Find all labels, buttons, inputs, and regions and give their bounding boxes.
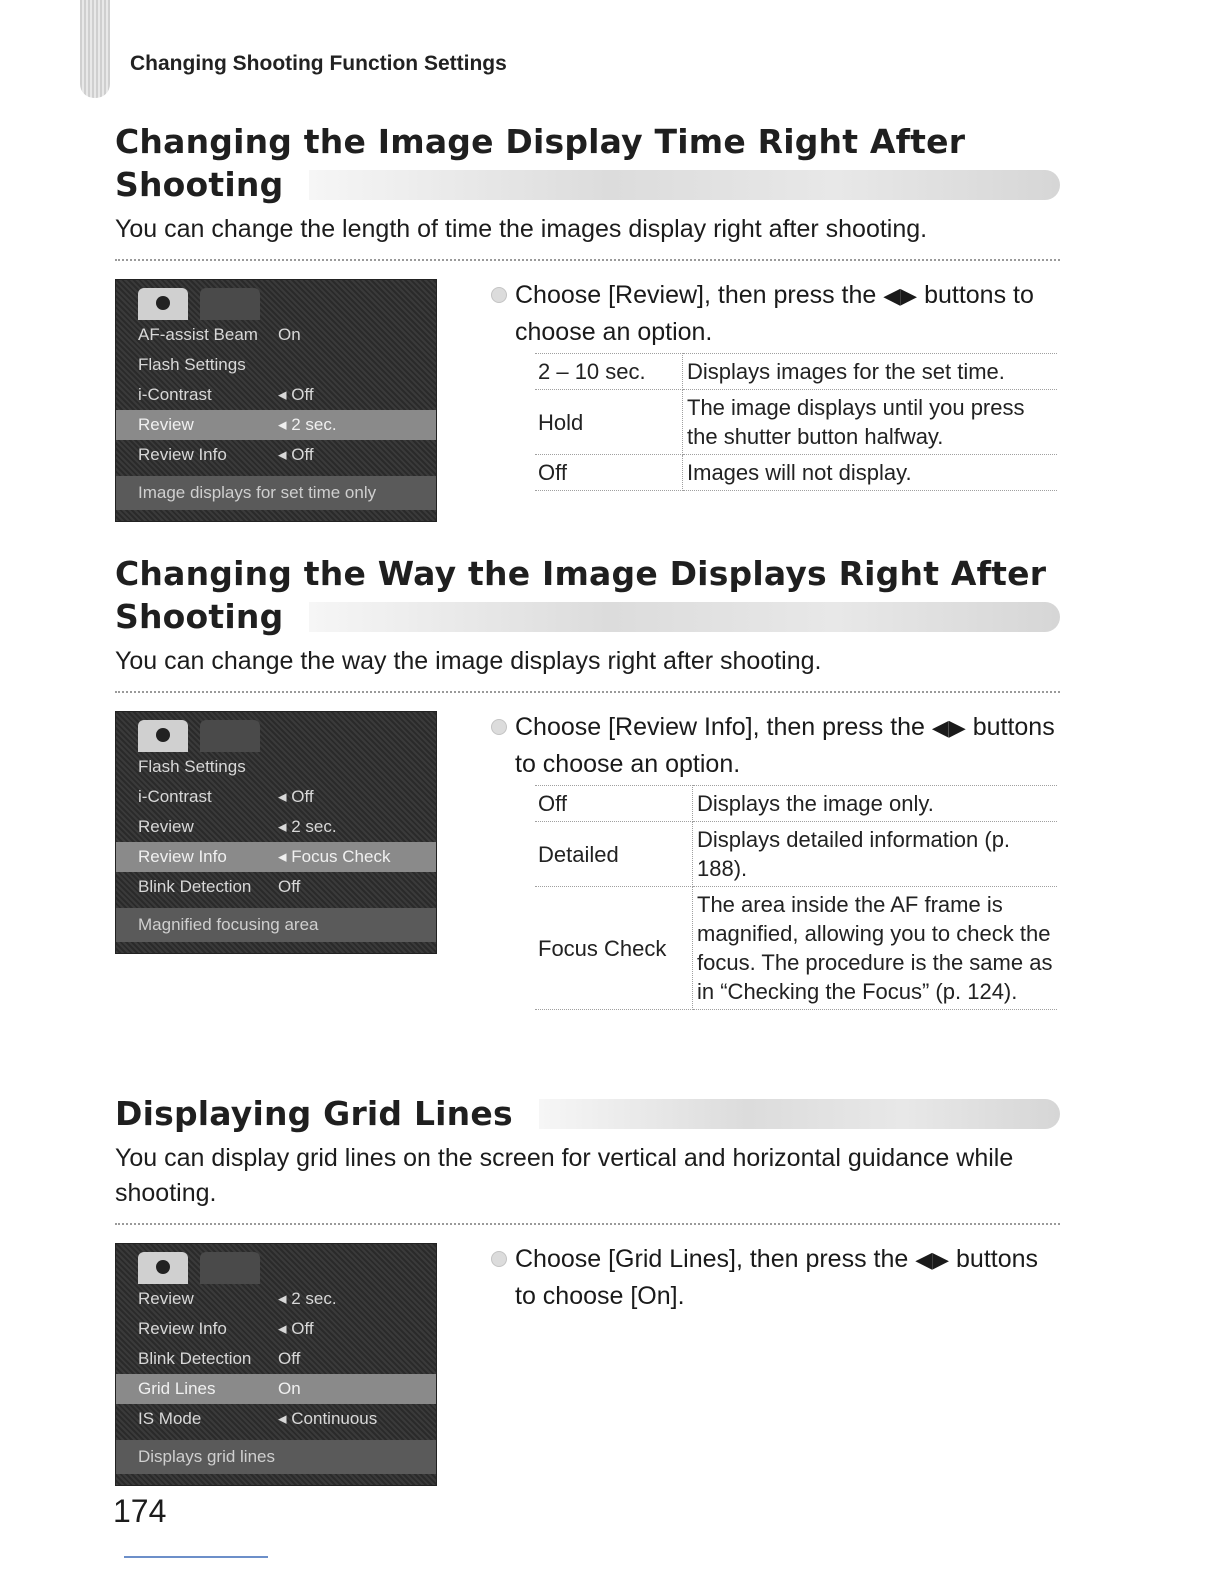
step-bullet-icon xyxy=(491,1251,507,1267)
menu-key: i-Contrast xyxy=(138,787,212,806)
section-title xyxy=(115,552,1060,595)
option-label: Focus Check xyxy=(535,887,693,1010)
section-title xyxy=(115,120,1060,163)
menu-key: Grid Lines xyxy=(138,1379,216,1398)
menu-key: Review Info xyxy=(138,445,227,464)
running-head: Changing Shooting Function Settings xyxy=(130,52,507,75)
section-review-info xyxy=(115,552,1060,1004)
step-bullet-icon xyxy=(491,287,507,303)
menu-footer: Displays grid lines xyxy=(116,1440,436,1474)
divider xyxy=(115,1223,1060,1225)
step-text: Choose [Grid Lines], then press the xyxy=(515,1245,909,1273)
option-desc: Displays the image only. xyxy=(693,786,1058,822)
table-row xyxy=(535,887,1057,1010)
menu-value: On xyxy=(278,1379,301,1398)
menu-value: ◂ 2 sec. xyxy=(278,1289,337,1308)
menu-value: ◂ Off xyxy=(278,787,314,806)
option-label: Hold xyxy=(535,390,683,455)
options-table xyxy=(535,785,1057,1010)
table-row xyxy=(535,786,1057,822)
menu-key: Review Info xyxy=(138,1319,227,1338)
option-desc: The area inside the AF frame is magnified, allowing you to check the focus. The procedure is the same as in “Checking the Focus” (p. 124). xyxy=(693,887,1058,1010)
option-label: Off xyxy=(535,786,693,822)
section-intro: You can change the length of time the images display right after shooting. xyxy=(115,215,928,243)
title-decor-bar xyxy=(539,1099,1060,1129)
step-text-2: buttons to choose an option. xyxy=(515,713,1055,778)
option-label: 2 – 10 sec. xyxy=(535,354,683,390)
page-edge-tab xyxy=(80,0,110,98)
menu-value: ◂ Continuous xyxy=(278,1409,378,1428)
menu-key: Flash Settings xyxy=(138,355,246,374)
step-text: Choose [Review Info], then press the xyxy=(515,713,925,741)
options-table xyxy=(535,353,1057,491)
tools-tab xyxy=(200,288,260,320)
left-right-arrows-icon: ◀▶ xyxy=(915,1247,950,1272)
camera-menu-screenshot xyxy=(115,711,437,954)
divider xyxy=(115,691,1060,693)
title-decor-bar xyxy=(309,170,1060,200)
table-row xyxy=(535,354,1057,390)
menu-key: IS Mode xyxy=(138,1409,202,1428)
title-line-1: Changing the Image Display Time Right After xyxy=(115,122,966,161)
section-intro: You can display grid lines on the screen for vertical and horizontal guidance while shooting. xyxy=(115,1144,1014,1207)
title-line-2: Shooting xyxy=(115,165,284,204)
step-text-2: buttons to choose an option. xyxy=(515,281,1034,346)
step-text: Choose [Review], then press the xyxy=(515,281,877,309)
camera-icon xyxy=(138,1252,188,1284)
menu-key: Review xyxy=(138,1289,194,1308)
menu-footer: Magnified focusing area xyxy=(116,908,436,942)
menu-value: Off xyxy=(278,877,301,896)
divider xyxy=(115,259,1060,261)
section-review-time xyxy=(115,120,1060,502)
camera-menu-screenshot xyxy=(115,279,437,522)
camera-menu-screenshot xyxy=(115,1243,437,1486)
menu-key: Flash Settings xyxy=(138,757,246,776)
menu-key: Review xyxy=(138,415,194,434)
menu-key: Review Info xyxy=(138,847,227,866)
menu-key: Blink Detection xyxy=(138,877,252,896)
tools-tab xyxy=(200,1252,260,1284)
section-intro: You can change the way the image displays right after shooting. xyxy=(115,647,822,675)
title-decor-bar xyxy=(309,602,1060,632)
menu-value: ◂ Off xyxy=(278,1319,314,1338)
step-instruction xyxy=(515,709,1055,782)
table-row xyxy=(535,390,1057,455)
menu-value: Off xyxy=(278,1349,301,1368)
menu-value: On xyxy=(278,325,301,344)
title-line-1: Changing the Way the Image Displays Right After xyxy=(115,554,1047,593)
footer-accent-line xyxy=(124,1556,268,1558)
menu-value: ◂ 2 sec. xyxy=(278,817,337,836)
table-row xyxy=(535,455,1057,491)
option-label: Detailed xyxy=(535,822,693,887)
camera-icon xyxy=(138,288,188,320)
menu-value: ◂ Off xyxy=(278,385,314,404)
option-desc: Images will not display. xyxy=(683,455,1058,491)
tools-tab xyxy=(200,720,260,752)
option-desc: The image displays until you press the shutter button halfway. xyxy=(683,390,1058,455)
step-instruction xyxy=(515,1241,1055,1314)
step-text-2: buttons to choose [On]. xyxy=(515,1245,1039,1310)
section-title: Displaying Grid Lines xyxy=(115,1094,513,1133)
menu-key: i-Contrast xyxy=(138,385,212,404)
camera-icon xyxy=(138,720,188,752)
menu-key: Review xyxy=(138,817,194,836)
menu-value: ◂ Off xyxy=(278,445,314,464)
step-instruction xyxy=(515,277,1055,350)
left-right-arrows-icon: ◀▶ xyxy=(883,283,918,308)
option-desc: Displays detailed information (p. 188). xyxy=(693,822,1058,887)
menu-footer: Image displays for set time only xyxy=(116,476,436,510)
menu-key: AF-assist Beam xyxy=(138,325,258,344)
menu-value: ◂ 2 sec. xyxy=(278,415,337,434)
title-line-2: Shooting xyxy=(115,597,284,636)
step-bullet-icon xyxy=(491,719,507,735)
menu-value: ◂ Focus Check xyxy=(278,847,391,866)
page-number: 174 xyxy=(113,1493,167,1529)
section-grid-lines xyxy=(115,1092,1060,1466)
table-row xyxy=(535,822,1057,887)
menu-key: Blink Detection xyxy=(138,1349,252,1368)
option-desc: Displays images for the set time. xyxy=(683,354,1058,390)
left-right-arrows-icon: ◀▶ xyxy=(931,715,966,740)
option-label: Off xyxy=(535,455,683,491)
